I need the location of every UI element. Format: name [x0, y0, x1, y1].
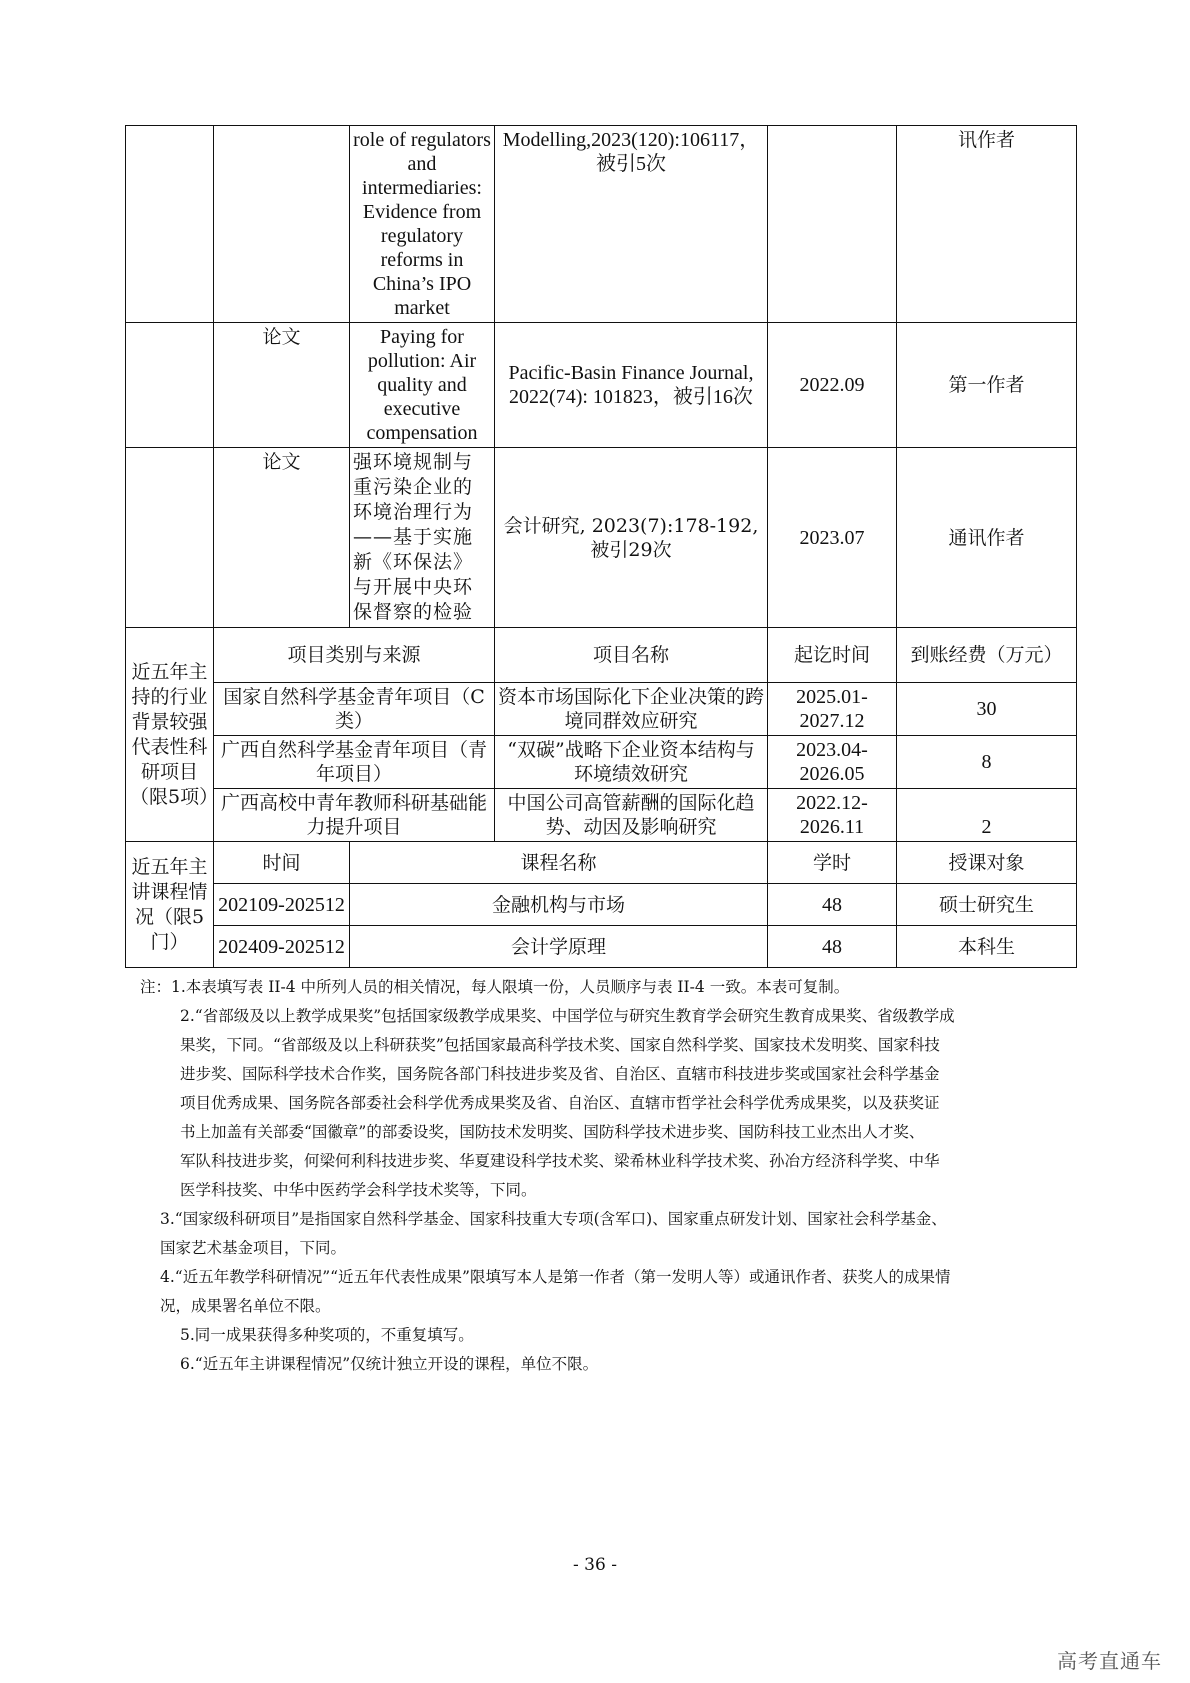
note-2-line: 军队科技进步奖，何梁何利科技进步奖、华夏建设科学技术奖、梁希林业科学技术奖、孙冶方经济科学奖、中华: [180, 1152, 940, 1170]
note-1: 注：1.本表填写表 II-4 中所列人员的相关情况，每人限填一份，人员顺序与表 II-4 一致。本表可复制。: [140, 978, 850, 996]
courses-header-row: [126, 842, 1077, 884]
note-6: 6.“近五年主讲课程情况”仅统计独立开设的课程，单位不限。: [180, 1355, 599, 1373]
project-category-header: 项目类别与来源: [214, 628, 495, 683]
pub-type: 论文: [214, 448, 350, 628]
pub-role: 通讯作者: [897, 448, 1077, 628]
pub-source: Modelling,2023(120):106117，被引5次: [495, 126, 768, 323]
project-funding: 8: [897, 736, 1077, 789]
course-name: 金融机构与市场: [350, 884, 768, 926]
course-name: 会计学原理: [350, 926, 768, 968]
project-funding: 2: [897, 789, 1077, 842]
project-row: [126, 789, 1077, 842]
course-time: 202409-202512: [214, 926, 350, 968]
note-5: 5.同一成果获得多种奖项的，不重复填写。: [180, 1326, 474, 1344]
note-4-line: 况，成果署名单位不限。: [160, 1297, 331, 1315]
pub-role: 第一作者: [897, 323, 1077, 448]
pub-role: 讯作者: [897, 126, 1077, 323]
faculty-achievement-table: [125, 125, 1077, 968]
course-time: 202109-202512: [214, 884, 350, 926]
project-row: [126, 683, 1077, 736]
courses-side-label: 近五年主讲课程情况（限5门）: [126, 842, 214, 968]
project-name-header: 项目名称: [495, 628, 768, 683]
pub-title: role of regulators and intermediaries: Evidence from regulatory reforms in China’s IPO market: [350, 126, 495, 323]
project-funding: 30: [897, 683, 1077, 736]
pub-type: [214, 126, 350, 323]
note-3-line: 3.“国家级科研项目”是指国家自然科学基金、国家科技重大专项(含军口)、国家重点研发计划、国家社会科学基金、: [160, 1210, 947, 1228]
pub-type: 论文: [214, 323, 350, 448]
project-period: 2023.04-2026.05: [768, 736, 897, 789]
project-category: 国家自然科学基金青年项目（C类）: [214, 683, 495, 736]
note-2-line: 医学科技奖、中华中医药学会科学技术奖等，下同。: [180, 1181, 537, 1199]
pub-title: 强环境规制与重污染企业的环境治理行为——基于实施新《环保法》与开展中央环保督察的检验: [350, 448, 495, 628]
note-2-line: 2.“省部级及以上教学成果奖”包括国家级教学成果奖、中国学位与研究生教育学会研究生教育成果奖、省级教学成: [180, 1007, 955, 1025]
pub-title: Paying for pollution: Air quality and executive compensation: [350, 323, 495, 448]
pub-date: 2023.07: [768, 448, 897, 628]
course-row: [126, 926, 1077, 968]
project-row: [126, 736, 1077, 789]
page-number: - 36 -: [573, 1555, 617, 1575]
course-hours: 48: [768, 884, 897, 926]
project-funding-header: 到账经费（万元）: [897, 628, 1077, 683]
course-hours-header: 学时: [768, 842, 897, 884]
pub-date: 2022.09: [768, 323, 897, 448]
project-category: 广西自然科学基金青年项目（青年项目）: [214, 736, 495, 789]
course-name-header: 课程名称: [350, 842, 768, 884]
publication-row: [126, 448, 1077, 628]
pub-date: [768, 126, 897, 323]
projects-side-label: 近五年主持的行业背景较强代表性科研项目（限5项）: [126, 628, 214, 842]
note-2-line: 书上加盖有关部委“国徽章”的部委设奖，国防技术发明奖、国防科学技术进步奖、国防科技工业杰出人才奖、: [180, 1123, 925, 1141]
course-target-header: 授课对象: [897, 842, 1077, 884]
course-target: 硕士研究生: [897, 884, 1077, 926]
publication-row: [126, 126, 1077, 323]
course-time-header: 时间: [214, 842, 350, 884]
table-notes: [140, 973, 1080, 1379]
project-period: 2022.12-2026.11: [768, 789, 897, 842]
projects-header-row: [126, 628, 1077, 683]
project-name: 资本市场国际化下企业决策的跨境同群效应研究: [495, 683, 768, 736]
note-2-line: 进步奖、国际科学技术合作奖，国务院各部门科技进步奖及省、自治区、直辖市科技进步奖或国家社会科学基金: [180, 1065, 940, 1083]
side-label-cell: [126, 448, 214, 628]
watermark: 高考直通车: [1057, 1649, 1162, 1673]
project-period: 2025.01-2027.12: [768, 683, 897, 736]
project-name: 中国公司高管薪酬的国际化趋势、动因及影响研究: [495, 789, 768, 842]
side-label-cell: [126, 323, 214, 448]
note-4-line: 4.“近五年教学科研情况”“近五年代表性成果”限填写本人是第一作者（第一发明人等）或通讯作者、获奖人的成果情: [160, 1268, 951, 1286]
course-row: [126, 884, 1077, 926]
pub-source: Pacific-Basin Finance Journal, 2022(74): 101823，被引16次: [495, 323, 768, 448]
note-3-line: 国家艺术基金项目，下同。: [160, 1239, 347, 1257]
project-name: “双碳”战略下企业资本结构与环境绩效研究: [495, 736, 768, 789]
note-2-line: 项目优秀成果、国务院各部委社会科学优秀成果奖及省、自治区、直辖市哲学社会科学优秀成果奖，以及获奖证: [180, 1094, 940, 1112]
project-category: 广西高校中青年教师科研基础能力提升项目: [214, 789, 495, 842]
course-hours: 48: [768, 926, 897, 968]
course-target: 本科生: [897, 926, 1077, 968]
pub-source: 会计研究, 2023(7):178-192, 被引29次: [495, 448, 768, 628]
side-label-cell: [126, 126, 214, 323]
publication-row: [126, 323, 1077, 448]
note-2-line: 果奖，下同。“省部级及以上科研获奖”包括国家最高科学技术奖、国家自然科学奖、国家技术发明奖、国家科技: [180, 1036, 940, 1054]
project-period-header: 起讫时间: [768, 628, 897, 683]
